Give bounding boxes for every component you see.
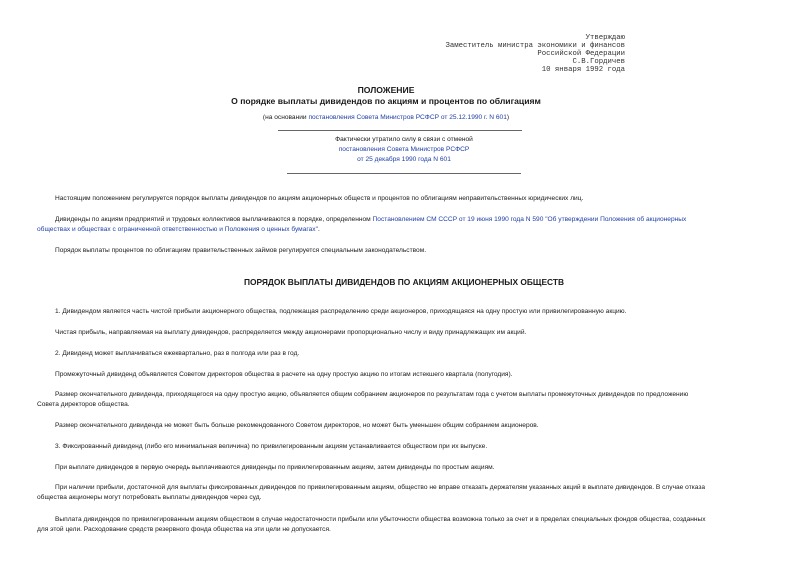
- basis-suffix: ): [506, 114, 510, 121]
- approval-line: Заместитель министра экономики и финансов: [445, 42, 625, 51]
- body-paragraph-3: 2. Дивиденд может выплачиваться ежеквартально, раз в полгода или раз в год.: [55, 350, 300, 357]
- body-paragraph-10: [37, 515, 769, 535]
- approval-line: Утверждаю: [585, 34, 625, 42]
- paragraph-line: для этой цели. Расходование средств резервного фонда общества на эти цели не допускается.: [37, 526, 331, 534]
- paragraph-line: При наличии прибыли, достаточной для выплаты фиксированных дивидендов по привилегированным акциям, общество не вправе отказать держателям указанных акций в выплате дивидендов. В случае отказа: [55, 484, 706, 491]
- paragraph-line: Совета директоров общества.: [37, 401, 130, 409]
- approval-stamp: [420, 34, 625, 74]
- document-title: ПОЛОЖЕНИЕ: [357, 85, 415, 95]
- intro-paragraph-2: [37, 215, 769, 235]
- note-link[interactable]: от 25 декабря 1990 года N 601: [357, 156, 451, 164]
- approval-line: 10 января 1992 года: [541, 66, 625, 75]
- body-paragraph-1: 1. Дивидендом является часть чистой прибыли акционерного общества, подлежащая распределению среди акционеров, приходящаяся на одну простую или привилегированную акцию.: [55, 308, 627, 315]
- body-paragraph-8: При выплате дивидендов в первую очередь выплачиваются дивиденды по привилегированным акциям, затем дивиденды по простым акциям.: [55, 464, 495, 471]
- basis-line: [0, 114, 772, 121]
- document-subtitle: О порядке выплаты дивидендов по акциям и процентов по облигациям: [231, 96, 541, 106]
- intro-paragraph-3: Порядок выплаты процентов по облигациям правительственных займов регулируется специальным законодательством.: [55, 247, 427, 254]
- body-paragraph-5: [37, 390, 769, 410]
- body-paragraph-4: Промежуточный дивиденд объявляется Советом директоров общества в расчете на одну простую акцию по итогам истекшего квартала (полугодия).: [55, 371, 513, 378]
- note-line: Фактически утратило силу в связи с отменой: [335, 136, 473, 143]
- paragraph-line: Размер окончательного дивиденда, приходящегося на одну простую акцию, объявляется общим собранием акционеров по результатам года с учетом выплаты промежуточных дивидендов по предложению: [55, 391, 689, 398]
- paragraph-line: Выплата дивидендов по привилегированным акциям обществом в случае недостаточности прибыли или убыточности общества возможна только за счет и в пределах специальных фондов общества, созданных: [55, 516, 706, 523]
- section-heading: ПОРЯДОК ВЫПЛАТЫ ДИВИДЕНДОВ ПО АКЦИЯМ АКЦИОНЕРНЫХ ОБЩЕСТВ: [243, 277, 565, 287]
- body-paragraph-2: Чистая прибыль, направляемая на выплату дивидендов, распределяется между акционерами пропорционально числу и виду принадлежащих им акций.: [55, 329, 527, 336]
- divider-bottom: [287, 173, 521, 174]
- resolution-link[interactable]: Постановлением СМ СССР от 19 июня 1990 года N 590 "Об утверждении Положения об акционерных: [372, 216, 687, 223]
- divider-top: [278, 130, 522, 131]
- paragraph-line: [37, 215, 769, 225]
- body-paragraph-9: [37, 483, 769, 503]
- approval-line: Российской Федерации: [537, 50, 625, 59]
- approval-line: С.В.Гордичев: [572, 58, 625, 67]
- paragraph-text: .: [317, 226, 320, 234]
- paragraph-text: Дивиденды по акциям предприятий и трудовых коллективов выплачиваются в порядке, определенном: [55, 216, 373, 223]
- note-link[interactable]: постановления Совета Министров РСФСР: [338, 146, 470, 154]
- paragraph-line: [37, 225, 769, 235]
- body-paragraph-6: Размер окончательного дивиденда не может быть больше рекомендованного Советом директоров, но может быть уменьшен общим собранием акционеров.: [55, 422, 539, 429]
- validity-note: [0, 135, 807, 166]
- basis-prefix: (на основании: [262, 114, 309, 121]
- paragraph-line: общества акционеры могут потребовать выплаты дивидендов через суд.: [37, 494, 262, 502]
- intro-paragraph-1: Настоящим положением регулируется порядок выплаты дивидендов по акциям акционерных обществ и процентов по облигациям неправительственных юридических лиц.: [55, 195, 584, 202]
- body-paragraph-7: 3. Фиксированный дивиденд (либо его минимальная величина) по привилегированным акциям устанавливается обществом при их выпуске.: [55, 443, 488, 450]
- resolution-link-continued[interactable]: обществах и обществах с ограниченной ответственностью и Положения о ценных бумагах": [37, 226, 318, 234]
- basis-link[interactable]: постановления Совета Министров РСФСР от 25.12.1990 г. N 601: [308, 114, 507, 121]
